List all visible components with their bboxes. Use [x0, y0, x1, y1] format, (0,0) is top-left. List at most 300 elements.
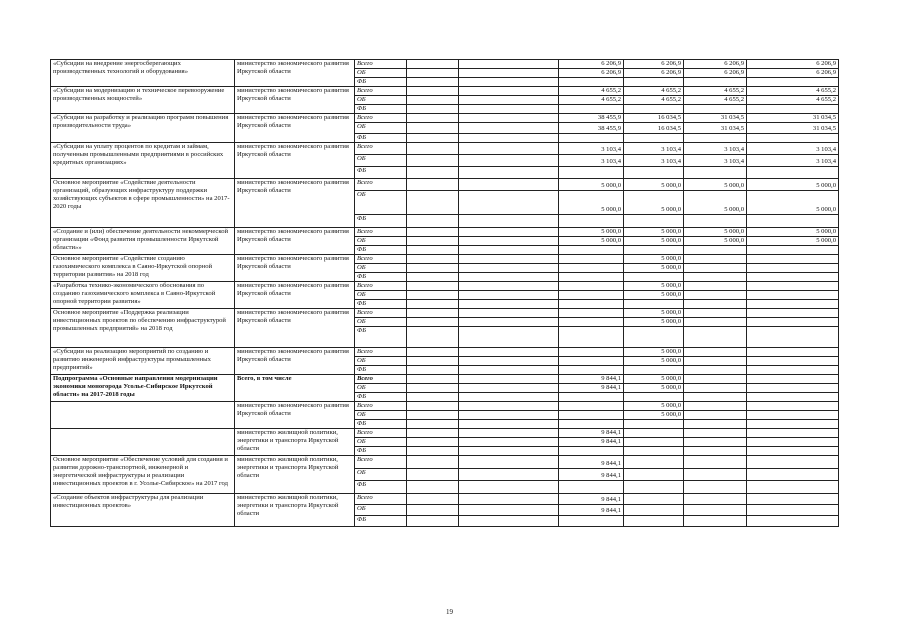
amount-cell	[559, 516, 624, 527]
amount-cell	[559, 105, 624, 114]
amount-cell	[407, 143, 459, 155]
amount-cell	[747, 447, 839, 456]
amount-cell	[559, 393, 624, 402]
amount-cell	[407, 179, 459, 191]
table-body	[51, 60, 839, 527]
amount-cell	[684, 282, 747, 291]
amount-cell	[459, 481, 559, 494]
amount-cell	[559, 481, 624, 494]
amount-cell	[684, 291, 747, 300]
table-row	[51, 114, 839, 123]
amount-cell: 6 206,9	[624, 69, 684, 78]
table-row	[51, 494, 839, 505]
amount-cell: 5 000,0	[747, 191, 839, 215]
executor-cell: министерство экономического развития Иркутской области	[235, 309, 355, 348]
table-row	[51, 402, 839, 411]
executor-cell: министерство экономического развития Иркутской области	[235, 255, 355, 282]
amount-cell: 3 103,4	[747, 155, 839, 167]
amount-cell	[684, 300, 747, 309]
amount-cell	[624, 78, 684, 87]
amount-cell	[559, 282, 624, 291]
amount-cell	[407, 456, 459, 469]
amount-cell	[407, 264, 459, 273]
amount-cell: 5 000,0	[624, 318, 684, 327]
funding-source-cell: ОБ	[355, 505, 407, 516]
amount-cell	[684, 393, 747, 402]
amount-cell	[459, 123, 559, 134]
amount-cell: 5 000,0	[624, 255, 684, 264]
amount-cell	[459, 309, 559, 318]
amount-cell: 4 655,2	[559, 96, 624, 105]
executor-cell: министерство жилищной политики, энергетики и транспорта Иркутской области	[235, 429, 355, 456]
funding-source-cell: ФБ	[355, 366, 407, 375]
amount-cell: 6 206,9	[747, 69, 839, 78]
funding-source-cell: ОБ	[355, 96, 407, 105]
amount-cell: 16 034,5	[624, 114, 684, 123]
amount-cell	[624, 447, 684, 456]
funding-source-cell: ФБ	[355, 134, 407, 143]
amount-cell	[407, 309, 459, 318]
amount-cell	[559, 167, 624, 179]
amount-cell	[459, 69, 559, 78]
amount-cell	[624, 167, 684, 179]
activity-name-cell: Основное мероприятие «Поддержка реализации инвестиционных проектов по обеспечению инфраструктурой промышленных предприятий» на 2018 год	[51, 309, 235, 348]
amount-cell	[684, 366, 747, 375]
amount-cell: 9 844,1	[559, 438, 624, 447]
amount-cell	[459, 273, 559, 282]
activity-name-cell: Подпрограмма «Основные направления модернизации экономики моногорода Усолье-Сибирское Иркутской области» на 2017-2018 годы	[51, 375, 235, 402]
amount-cell	[684, 246, 747, 255]
table-row	[51, 309, 839, 318]
amount-cell	[684, 411, 747, 420]
page-number: 19	[446, 608, 453, 616]
activity-name-cell	[51, 429, 235, 456]
funding-source-cell: Всего	[355, 494, 407, 505]
amount-cell	[684, 273, 747, 282]
amount-cell	[559, 246, 624, 255]
amount-cell	[559, 366, 624, 375]
amount-cell: 5 000,0	[559, 179, 624, 191]
amount-cell	[459, 228, 559, 237]
amount-cell	[624, 327, 684, 348]
amount-cell	[684, 469, 747, 481]
amount-cell	[747, 215, 839, 228]
amount-cell: 5 000,0	[624, 237, 684, 246]
amount-cell: 5 000,0	[559, 237, 624, 246]
amount-cell	[624, 429, 684, 438]
funding-source-cell: ОБ	[355, 155, 407, 167]
amount-cell	[407, 134, 459, 143]
amount-cell	[747, 494, 839, 505]
amount-cell	[684, 456, 747, 469]
amount-cell	[747, 469, 839, 481]
funding-source-cell: Всего	[355, 456, 407, 469]
amount-cell	[684, 255, 747, 264]
amount-cell	[747, 516, 839, 527]
amount-cell	[407, 96, 459, 105]
funding-source-cell: Всего	[355, 309, 407, 318]
amount-cell	[747, 273, 839, 282]
amount-cell	[559, 255, 624, 264]
amount-cell	[624, 393, 684, 402]
amount-cell	[559, 411, 624, 420]
funding-source-cell: Всего	[355, 228, 407, 237]
amount-cell: 3 103,4	[559, 143, 624, 155]
amount-cell	[459, 494, 559, 505]
amount-cell: 5 000,0	[624, 264, 684, 273]
table-row	[51, 348, 839, 357]
amount-cell	[684, 134, 747, 143]
amount-cell	[459, 438, 559, 447]
executor-cell: министерство экономического развития Иркутской области	[235, 282, 355, 309]
amount-cell	[747, 375, 839, 384]
amount-cell: 3 103,4	[684, 155, 747, 167]
amount-cell	[559, 273, 624, 282]
amount-cell	[747, 318, 839, 327]
amount-cell: 3 103,4	[747, 143, 839, 155]
activity-name-cell: Основное мероприятие «Содействие созданию газохимического комплекса в Саяно-Иркутской опорной территории развития» на 2018 год	[51, 255, 235, 282]
amount-cell	[407, 348, 459, 357]
amount-cell: 5 000,0	[559, 228, 624, 237]
executor-cell: министерство экономического развития Иркутской области	[235, 114, 355, 143]
funding-source-cell: Всего	[355, 114, 407, 123]
amount-cell	[559, 291, 624, 300]
amount-cell	[459, 300, 559, 309]
amount-cell	[407, 78, 459, 87]
funding-source-cell: Всего	[355, 179, 407, 191]
amount-cell	[747, 255, 839, 264]
amount-cell	[459, 348, 559, 357]
amount-cell	[459, 505, 559, 516]
amount-cell	[684, 384, 747, 393]
executor-cell: министерство экономического развития Иркутской области	[235, 179, 355, 228]
amount-cell	[407, 69, 459, 78]
amount-cell	[747, 282, 839, 291]
amount-cell	[684, 348, 747, 357]
amount-cell: 5 000,0	[624, 191, 684, 215]
amount-cell	[684, 264, 747, 273]
amount-cell	[459, 375, 559, 384]
amount-cell: 5 000,0	[747, 179, 839, 191]
amount-cell	[459, 384, 559, 393]
amount-cell	[684, 429, 747, 438]
amount-cell: 6 206,9	[747, 60, 839, 69]
funding-source-cell: ОБ	[355, 318, 407, 327]
amount-cell	[684, 516, 747, 527]
amount-cell	[624, 300, 684, 309]
amount-cell	[407, 375, 459, 384]
amount-cell	[407, 438, 459, 447]
amount-cell: 6 206,9	[559, 69, 624, 78]
executor-cell: министерство жилищной политики, энергетики и транспорта Иркутской области	[235, 456, 355, 494]
funding-source-cell: ОБ	[355, 191, 407, 215]
funding-source-cell: ОБ	[355, 264, 407, 273]
amount-cell	[407, 411, 459, 420]
activity-name-cell: «Субсидии на разработку и реализацию программ повышения производительности труда»	[51, 114, 235, 143]
amount-cell	[407, 246, 459, 255]
amount-cell: 4 655,2	[559, 87, 624, 96]
amount-cell	[459, 447, 559, 456]
amount-cell	[407, 447, 459, 456]
amount-cell	[624, 438, 684, 447]
funding-source-cell: Всего	[355, 255, 407, 264]
amount-cell	[459, 167, 559, 179]
amount-cell: 3 103,4	[684, 143, 747, 155]
funding-source-cell: ФБ	[355, 167, 407, 179]
executor-cell: министерство жилищной политики, энергетики и транспорта Иркутской области	[235, 494, 355, 527]
amount-cell	[459, 155, 559, 167]
amount-cell	[559, 215, 624, 228]
amount-cell: 31 034,5	[747, 114, 839, 123]
amount-cell: 5 000,0	[747, 237, 839, 246]
amount-cell	[747, 291, 839, 300]
amount-cell	[684, 494, 747, 505]
budget-table	[50, 59, 839, 527]
amount-cell	[459, 96, 559, 105]
amount-cell	[459, 282, 559, 291]
executor-cell: министерство экономического развития Иркутской области	[235, 87, 355, 114]
amount-cell	[407, 60, 459, 69]
funding-source-cell: ФБ	[355, 393, 407, 402]
amount-cell: 9 844,1	[559, 384, 624, 393]
amount-cell	[624, 105, 684, 114]
funding-source-cell: ФБ	[355, 215, 407, 228]
amount-cell: 5 000,0	[624, 291, 684, 300]
amount-cell: 5 000,0	[684, 237, 747, 246]
executor-cell: Всего, в том числе	[235, 375, 355, 402]
amount-cell	[747, 438, 839, 447]
funding-source-cell: ФБ	[355, 447, 407, 456]
amount-cell	[747, 481, 839, 494]
funding-source-cell: Всего	[355, 402, 407, 411]
amount-cell: 6 206,9	[624, 60, 684, 69]
amount-cell	[407, 255, 459, 264]
activity-name-cell	[51, 402, 235, 429]
amount-cell: 5 000,0	[624, 411, 684, 420]
amount-cell	[747, 309, 839, 318]
amount-cell: 4 655,2	[684, 87, 747, 96]
amount-cell: 6 206,9	[684, 69, 747, 78]
amount-cell	[407, 357, 459, 366]
amount-cell	[747, 402, 839, 411]
amount-cell	[407, 516, 459, 527]
amount-cell: 9 844,1	[559, 375, 624, 384]
amount-cell	[559, 420, 624, 429]
amount-cell	[559, 264, 624, 273]
funding-source-cell: Всего	[355, 429, 407, 438]
amount-cell	[407, 494, 459, 505]
table-row	[51, 282, 839, 291]
amount-cell	[684, 447, 747, 456]
amount-cell	[459, 87, 559, 96]
amount-cell	[684, 327, 747, 348]
amount-cell	[459, 411, 559, 420]
amount-cell: 31 034,5	[684, 123, 747, 134]
activity-name-cell: «Разработка технико-экономического обоснования по созданию газохимического комплекса в Саяно-Иркутской опорной территории развития»	[51, 282, 235, 309]
amount-cell	[747, 456, 839, 469]
funding-source-cell: ФБ	[355, 273, 407, 282]
amount-cell: 5 000,0	[624, 179, 684, 191]
amount-cell	[624, 516, 684, 527]
activity-name-cell: Основное мероприятие «Обеспечение условий для создания и развития дорожно-транспортной, инженерной и энергетической инфраструктуры и реализации инвестиционных проектов в г. Усолье-Сибирское» на 2017 год	[51, 456, 235, 494]
amount-cell	[407, 420, 459, 429]
amount-cell	[624, 366, 684, 375]
amount-cell: 9 844,1	[559, 494, 624, 505]
funding-source-cell: ФБ	[355, 105, 407, 114]
amount-cell	[407, 114, 459, 123]
amount-cell: 16 034,5	[624, 123, 684, 134]
amount-cell	[459, 215, 559, 228]
table-row	[51, 375, 839, 384]
amount-cell	[459, 134, 559, 143]
amount-cell	[624, 505, 684, 516]
funding-source-cell: ФБ	[355, 246, 407, 255]
amount-cell	[407, 228, 459, 237]
funding-source-cell: Всего	[355, 143, 407, 155]
amount-cell: 31 034,5	[747, 123, 839, 134]
amount-cell	[407, 123, 459, 134]
funding-source-cell: ОБ	[355, 237, 407, 246]
amount-cell	[407, 167, 459, 179]
amount-cell	[559, 134, 624, 143]
amount-cell	[559, 447, 624, 456]
activity-name-cell: «Субсидии на реализацию мероприятий по созданию и развитию инженерной инфраструктуры промышленных предприятий»	[51, 348, 235, 375]
funding-source-cell: ОБ	[355, 291, 407, 300]
amount-cell	[747, 105, 839, 114]
amount-cell	[747, 167, 839, 179]
amount-cell	[684, 215, 747, 228]
table-row	[51, 87, 839, 96]
amount-cell: 4 655,2	[624, 96, 684, 105]
funding-source-cell: ФБ	[355, 481, 407, 494]
amount-cell: 4 655,2	[684, 96, 747, 105]
amount-cell	[407, 327, 459, 348]
amount-cell	[684, 167, 747, 179]
amount-cell	[407, 237, 459, 246]
amount-cell: 9 844,1	[559, 469, 624, 481]
amount-cell	[407, 215, 459, 228]
table-row	[51, 179, 839, 191]
amount-cell	[624, 481, 684, 494]
amount-cell: 5 000,0	[684, 191, 747, 215]
amount-cell	[747, 348, 839, 357]
amount-cell: 5 000,0	[624, 402, 684, 411]
amount-cell	[459, 327, 559, 348]
amount-cell	[407, 273, 459, 282]
table-row	[51, 60, 839, 69]
funding-source-cell: Всего	[355, 348, 407, 357]
funding-source-cell: Всего	[355, 87, 407, 96]
amount-cell	[407, 318, 459, 327]
amount-cell	[684, 438, 747, 447]
amount-cell	[624, 494, 684, 505]
table-row	[51, 429, 839, 438]
executor-cell: министерство экономического развития Иркутской области	[235, 228, 355, 255]
amount-cell: 5 000,0	[747, 228, 839, 237]
funding-source-cell: ФБ	[355, 327, 407, 348]
amount-cell	[684, 309, 747, 318]
amount-cell: 5 000,0	[624, 282, 684, 291]
amount-cell: 4 655,2	[624, 87, 684, 96]
amount-cell: 5 000,0	[559, 191, 624, 215]
amount-cell	[459, 264, 559, 273]
amount-cell	[747, 366, 839, 375]
amount-cell	[624, 456, 684, 469]
amount-cell	[624, 469, 684, 481]
table-row	[51, 228, 839, 237]
amount-cell: 3 103,4	[624, 155, 684, 167]
amount-cell	[684, 481, 747, 494]
funding-source-cell: ОБ	[355, 438, 407, 447]
activity-name-cell: «Создание объектов инфраструктуры для реализации инвестиционных проектов»	[51, 494, 235, 527]
amount-cell	[747, 246, 839, 255]
amount-cell	[684, 78, 747, 87]
amount-cell	[747, 420, 839, 429]
amount-cell	[747, 327, 839, 348]
amount-cell	[559, 309, 624, 318]
amount-cell	[747, 429, 839, 438]
amount-cell	[459, 469, 559, 481]
amount-cell	[559, 357, 624, 366]
amount-cell	[407, 300, 459, 309]
funding-source-cell: Всего	[355, 282, 407, 291]
amount-cell: 5 000,0	[624, 357, 684, 366]
amount-cell	[559, 327, 624, 348]
amount-cell	[407, 469, 459, 481]
amount-cell	[407, 87, 459, 96]
amount-cell	[407, 366, 459, 375]
amount-cell	[747, 505, 839, 516]
executor-cell: министерство экономического развития Иркутской области	[235, 143, 355, 179]
amount-cell	[407, 393, 459, 402]
table-row	[51, 456, 839, 469]
amount-cell: 4 655,2	[747, 96, 839, 105]
amount-cell	[684, 402, 747, 411]
amount-cell: 4 655,2	[747, 87, 839, 96]
funding-source-cell: ОБ	[355, 411, 407, 420]
amount-cell	[459, 429, 559, 438]
activity-name-cell: «Субсидии на модернизацию и техническое перевооружение производственных мощностей»	[51, 87, 235, 114]
amount-cell	[459, 402, 559, 411]
activity-name-cell: «Создание и (или) обеспечение деятельности некоммерческой организации «Фонд развития промышленности Иркутской области»»	[51, 228, 235, 255]
amount-cell	[559, 300, 624, 309]
amount-cell	[747, 134, 839, 143]
amount-cell	[407, 402, 459, 411]
amount-cell: 5 000,0	[684, 228, 747, 237]
amount-cell	[459, 456, 559, 469]
amount-cell	[559, 318, 624, 327]
amount-cell	[459, 291, 559, 300]
amount-cell	[684, 420, 747, 429]
amount-cell	[747, 357, 839, 366]
table-row	[51, 143, 839, 155]
amount-cell	[407, 282, 459, 291]
amount-cell: 5 000,0	[684, 179, 747, 191]
amount-cell	[407, 105, 459, 114]
amount-cell	[559, 78, 624, 87]
amount-cell	[684, 318, 747, 327]
amount-cell	[559, 402, 624, 411]
amount-cell: 3 103,4	[624, 143, 684, 155]
amount-cell	[407, 191, 459, 215]
funding-source-cell: ОБ	[355, 384, 407, 393]
amount-cell	[624, 246, 684, 255]
amount-cell: 31 034,5	[684, 114, 747, 123]
amount-cell	[684, 357, 747, 366]
amount-cell	[459, 114, 559, 123]
amount-cell	[459, 255, 559, 264]
amount-cell	[459, 516, 559, 527]
